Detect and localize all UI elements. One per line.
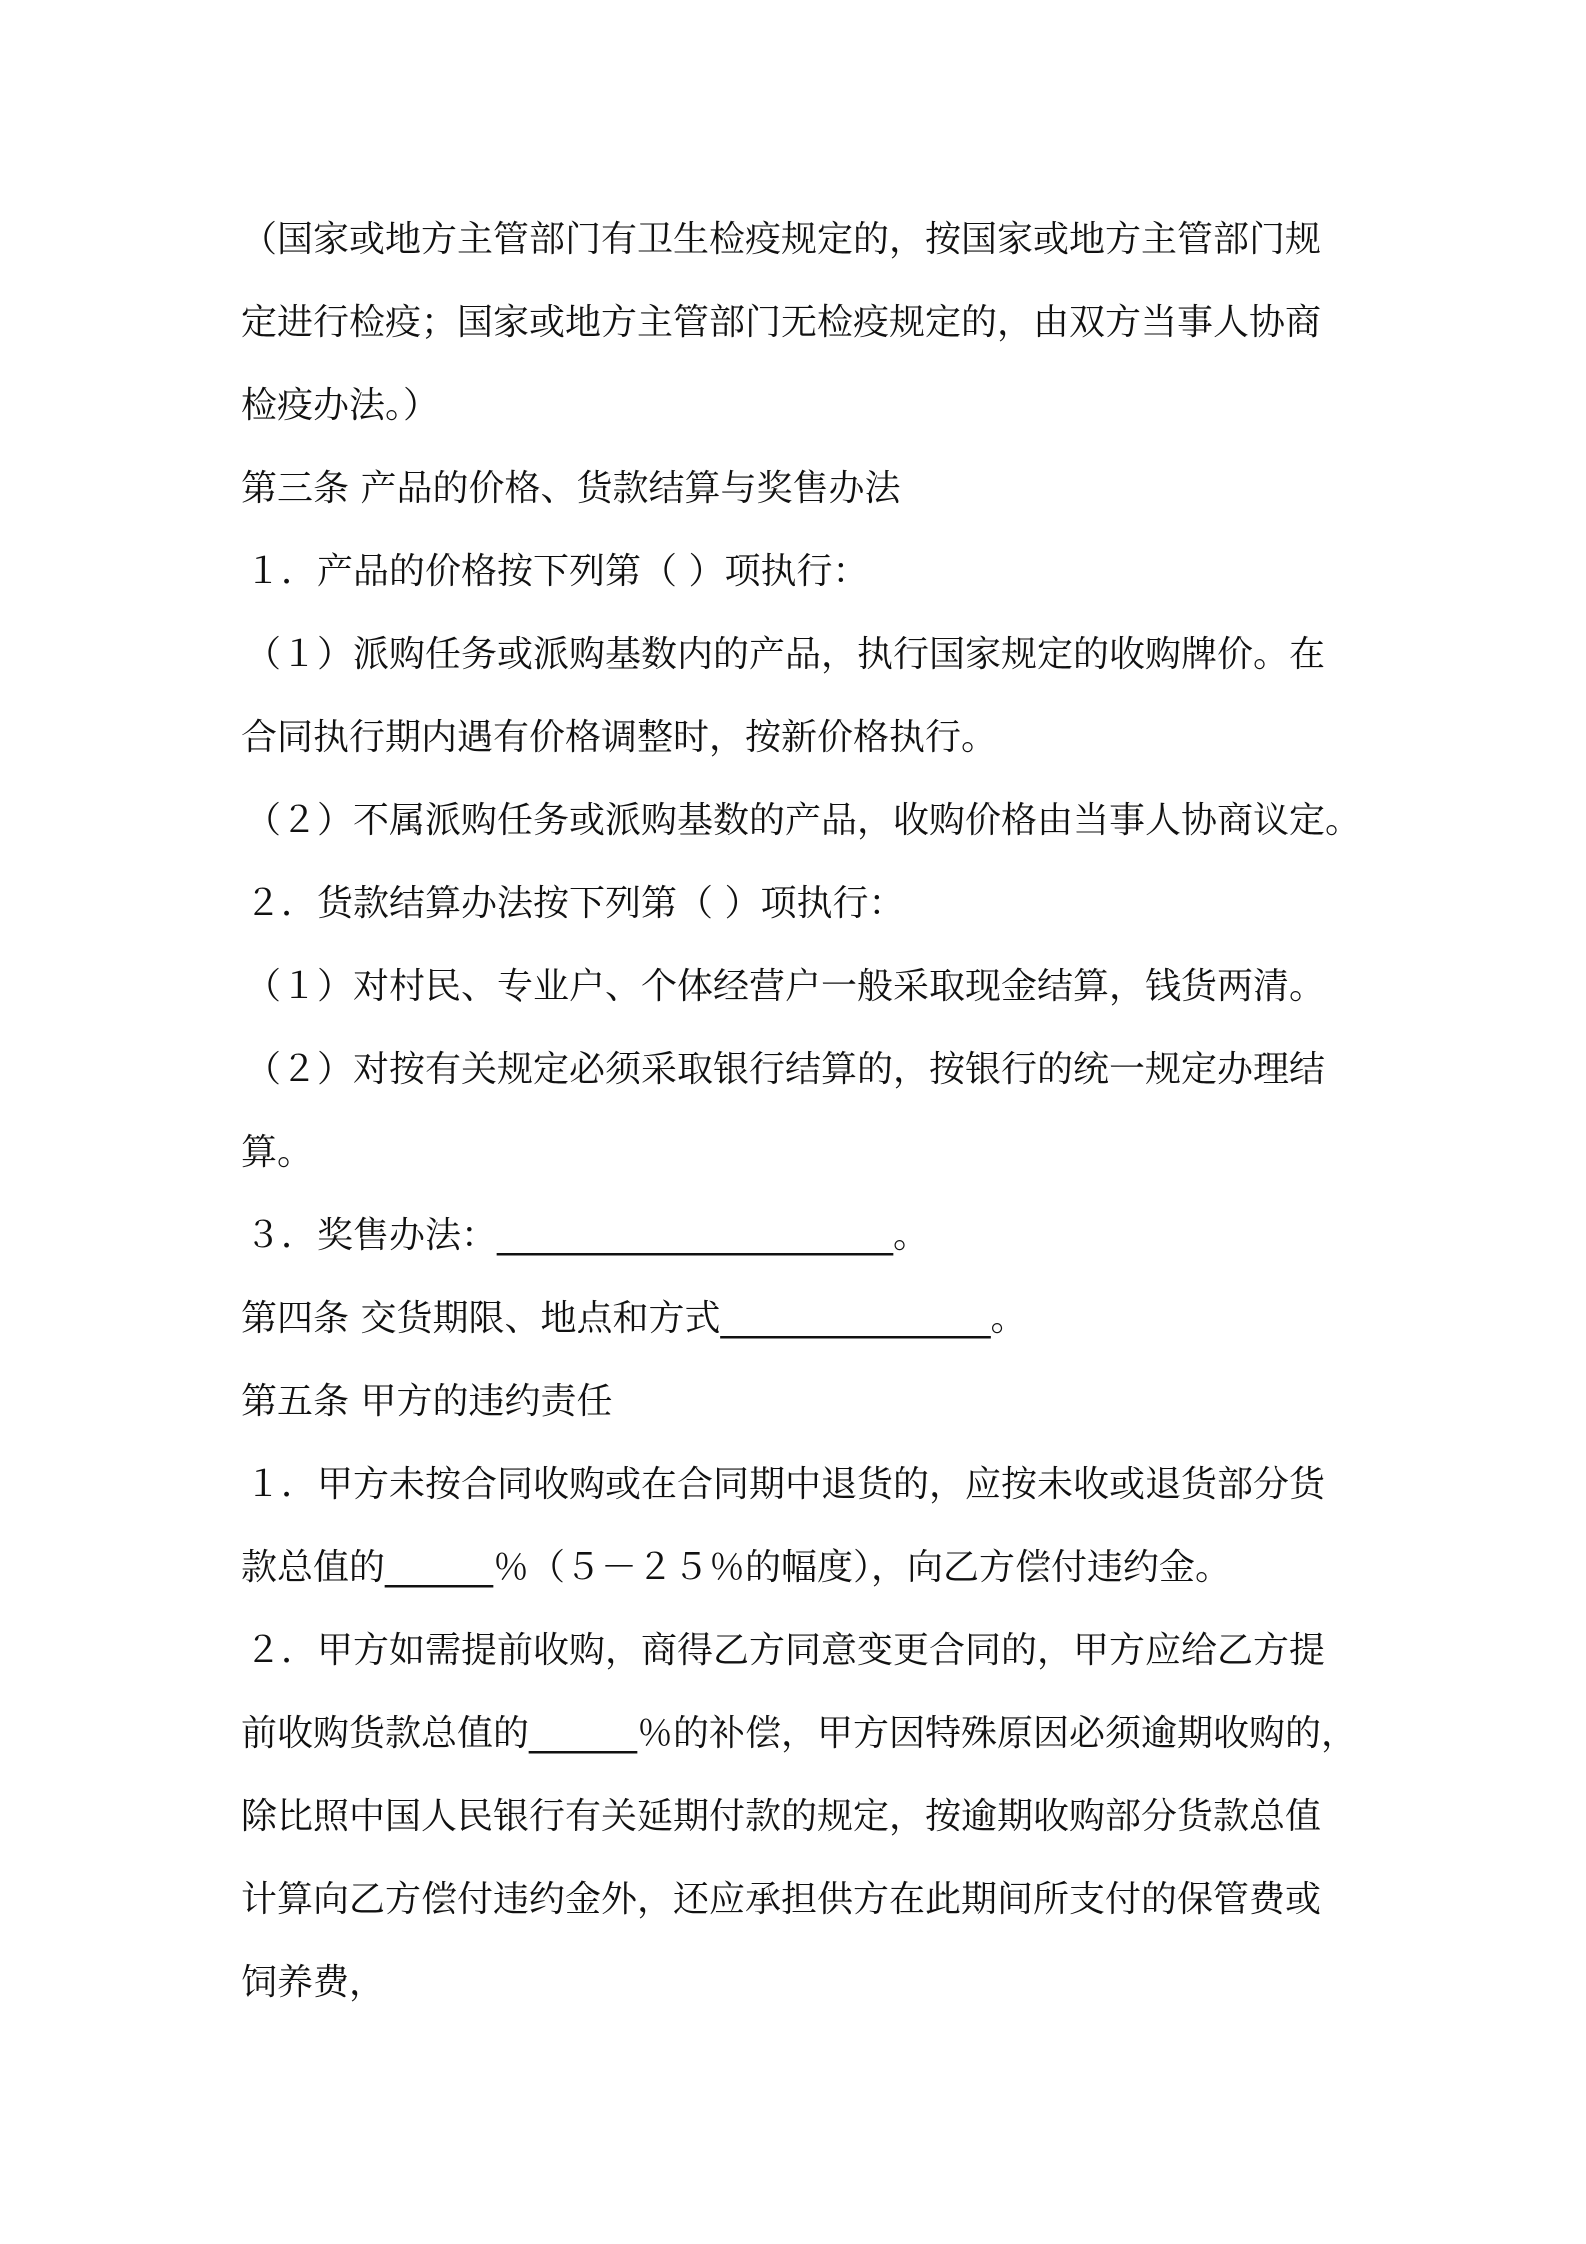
text-line: １．产品的价格按下列第（ ）项执行： [245, 551, 869, 592]
section-heading-article-4: 第四条 交货期限、地点和方式_______________。 [241, 1298, 1027, 1339]
text-line: （１）派购任务或派购基数内的产品，执行国家规定的收购牌价。在 [245, 634, 1326, 675]
text-line: 合同执行期内遇有价格调整时，按新价格执行。 [241, 717, 998, 758]
document-body [241, 198, 1366, 2024]
text-line: ２．货款结算办法按下列第（ ）项执行： [245, 883, 905, 924]
text-line: （国家或地方主管部门有卫生检疫规定的，按国家或地方主管部门规 [241, 219, 1322, 260]
text-line: （２）对按有关规定必须采取银行结算的，按银行的统一规定办理结 [245, 1049, 1326, 1090]
text-line: 计算向乙方偿付违约金外，还应承担供方在此期间所支付的保管费或 [241, 1879, 1322, 1920]
text-line: １．甲方未按合同收购或在合同期中退货的，应按未收或退货部分货 [245, 1464, 1326, 1505]
text-line: ３．奖售办法：______________________。 [245, 1215, 930, 1256]
section-heading-article-3: 第三条 产品的价格、货款结算与奖售办法 [241, 468, 901, 509]
text-line: ２．甲方如需提前收购，商得乙方同意变更合同的，甲方应给乙方提 [245, 1630, 1326, 1671]
text-line: （２）不属派购任务或派购基数的产品，收购价格由当事人协商议定。 [245, 800, 1362, 841]
text-line: （１）对村民、专业户、个体经营户一般采取现金结算，钱货两清。 [245, 966, 1326, 1007]
text-line: 款总值的______％（５－２５％的幅度），向乙方偿付违约金。 [241, 1547, 1232, 1588]
text-line: 检疫办法。） [241, 385, 440, 426]
text-line: 算。 [241, 1132, 314, 1173]
section-heading-article-5: 第五条 甲方的违约责任 [241, 1381, 613, 1422]
text-line: 除比照中国人民银行有关延期付款的规定，按逾期收购部分货款总值 [241, 1796, 1322, 1837]
text-line: 饲养费， [241, 1962, 386, 2003]
text-line: 前收购货款总值的______％的补偿，甲方因特殊原因必须逾期收购的， [241, 1713, 1358, 1754]
text-line: 定进行检疫；国家或地方主管部门无检疫规定的，由双方当事人协商 [241, 302, 1322, 343]
